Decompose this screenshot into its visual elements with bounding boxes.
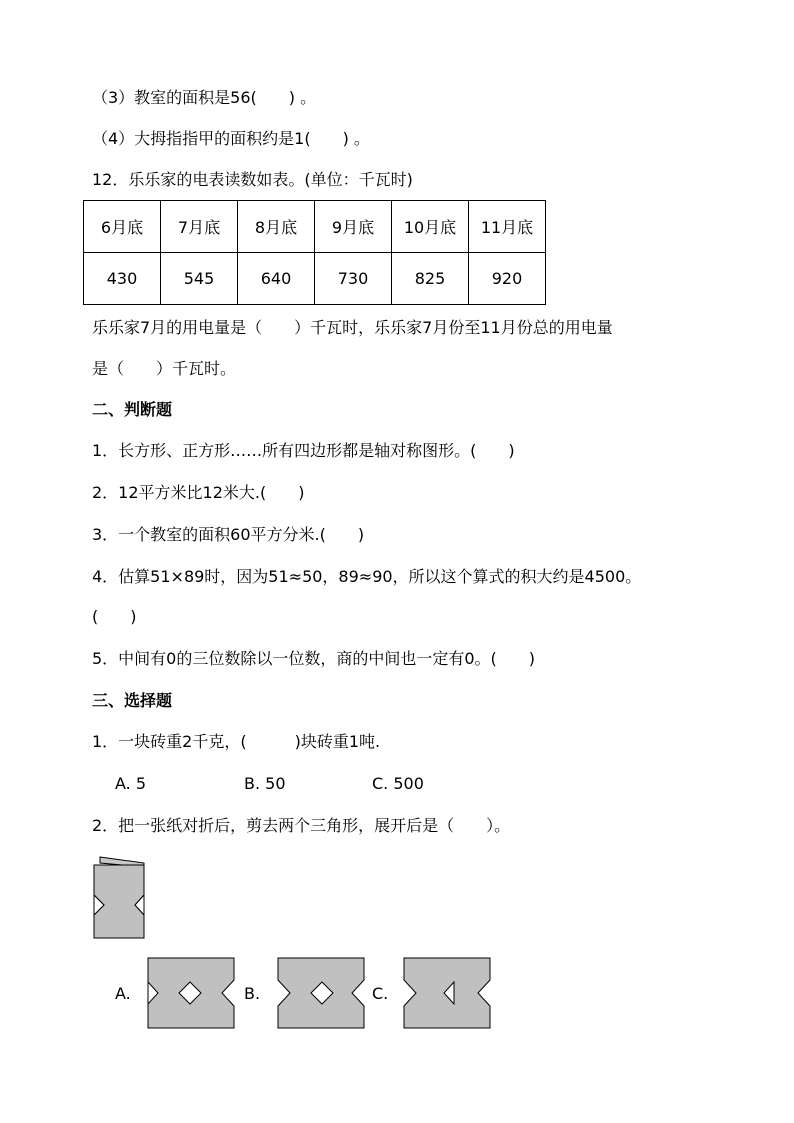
table-cell: 730 <box>315 253 392 305</box>
figure-option-a <box>146 956 238 1030</box>
question-3-line: （3）教室的面积是56( ) 。 <box>92 88 317 107</box>
question-12-title: 12．乐乐家的电表读数如表。(单位：千瓦时) <box>92 170 413 189</box>
judgment-2: 2．12平方米比12米大.( ) <box>92 483 305 502</box>
table-cell: 640 <box>238 253 315 305</box>
question-12-text: 乐乐家7月的用电量是（ ）千瓦时，乐乐家7月份至11月份总的用电量 <box>92 318 613 337</box>
table-header-row <box>84 201 546 253</box>
choice-1-option-b: B. 50 <box>244 774 286 793</box>
figure-option-c-label: C. <box>372 984 389 1003</box>
figure-option-b-label: B. <box>244 984 261 1003</box>
figure-option-c <box>402 956 494 1030</box>
question-4-line: （4）大拇指指甲的面积约是1( ) 。 <box>92 129 370 148</box>
table-cell: 430 <box>84 253 161 305</box>
meter-reading-table <box>83 200 546 305</box>
figure-option-a-label: A. <box>115 984 131 1003</box>
judgment-1: 1．长方形、正方形……所有四边形都是轴对称图形。( ) <box>92 441 515 460</box>
choice-1-option-a: A. 5 <box>115 774 147 793</box>
choice-1: 1．一块砖重2千克，( )块砖重1吨. <box>92 732 381 751</box>
table-header-cell: 10月底 <box>392 201 469 253</box>
judgment-5: 5．中间有0的三位数除以一位数，商的中间也一定有0。( ) <box>92 649 536 668</box>
table-cell: 920 <box>469 253 546 305</box>
judgment-4: 4．估算51×89时，因为51≈50，89≈90，所以这个算式的积大约是4500。 <box>92 567 642 586</box>
folded-paper-figure <box>90 855 152 941</box>
section-choice-heading: 三、选择题 <box>92 691 173 710</box>
question-12-text-cont: 是（ ）千瓦时。 <box>92 359 237 378</box>
choice-1-option-c: C. 500 <box>372 774 424 793</box>
judgment-3: 3．一个教室的面积60平方分米.( ) <box>92 525 365 544</box>
table-cell: 825 <box>392 253 469 305</box>
judgment-4-blank: ( ) <box>92 607 137 626</box>
figure-option-b <box>276 956 368 1030</box>
table-header-cell: 7月底 <box>161 201 238 253</box>
section-judgment-heading: 二、判断题 <box>92 400 173 419</box>
table-header-cell: 8月底 <box>238 201 315 253</box>
table-row <box>84 253 546 305</box>
table-header-cell: 6月底 <box>84 201 161 253</box>
table-header-cell: 11月底 <box>469 201 546 253</box>
table-header-cell: 9月底 <box>315 201 392 253</box>
choice-2: 2．把一张纸对折后，剪去两个三角形，展开后是（ ）。 <box>92 816 511 835</box>
table-cell: 545 <box>161 253 238 305</box>
